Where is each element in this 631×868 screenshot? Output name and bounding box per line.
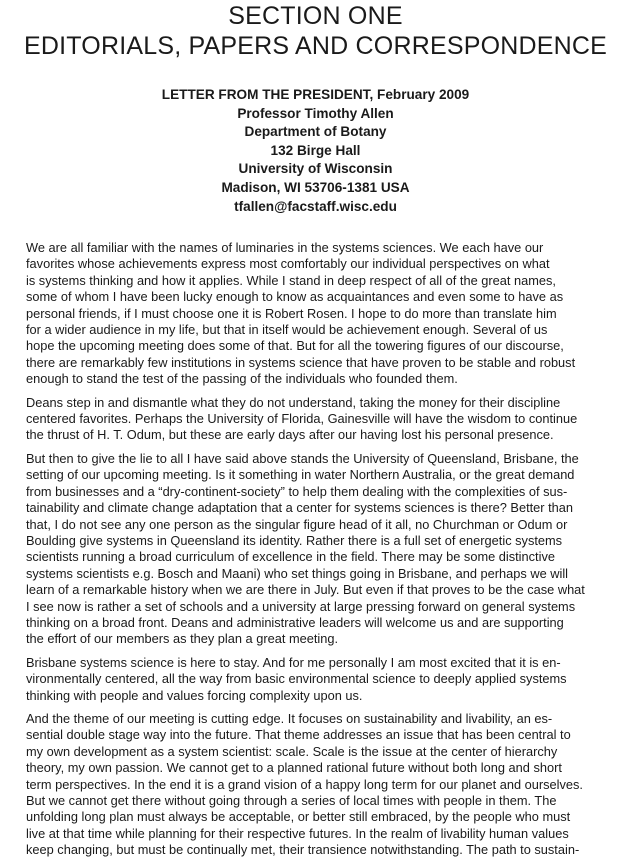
paragraph-line: thinking with people and values forcing complexity upon us. [26, 687, 363, 703]
paragraph [26, 395, 606, 444]
section-heading [0, 0, 631, 61]
author-email: tfallen@facstaff.wisc.edu [234, 198, 397, 214]
paragraph-line: enough to stand the test of the passing of the individuals who founded them. [26, 371, 458, 387]
paragraph [26, 655, 606, 704]
paragraph-line: favorites whose achievements express most comfortably our individual perspectives on what [26, 256, 550, 272]
paragraph-line: there are remarkably few institutions in systems science that have proven to be stable and robust [26, 354, 576, 370]
paragraph-line: learn of a remarkable history when we are there in July. But even if that proves to be the case what [26, 582, 585, 598]
paragraph-line: hope the upcoming meeting does some of that. But for all the towering figures of our discourse, [26, 338, 564, 354]
paragraph-line: Brisbane systems science is here to stay. And for me personally I am most excited that it is en- [26, 654, 561, 670]
paragraph-line: Boulding give systems in Queensland its identity. Rather there is a full set of energetic systems [26, 532, 563, 548]
paragraph [26, 711, 606, 859]
paragraph [26, 451, 606, 648]
paragraph-line: some of whom I have been lucky enough to know as acquaintances and even some to have as [26, 289, 564, 305]
paragraph-line: theory, my own passion. We cannot get to a planned rational future without both long and short [26, 760, 562, 776]
section-name: EDITORIALS, PAPERS AND CORRESPONDENCE [24, 32, 607, 60]
paragraph-line: centered favorites. Perhaps the University of Florida, Gainesville will have the wisdom to continue [26, 411, 578, 427]
paragraph-line: vironmentally centered, all the way from basic environmental science to deeply applied systems [26, 671, 567, 687]
paragraph-line: keep changing, but must be continually met, their transience notwithstanding. The path to sustain- [26, 842, 580, 858]
section-number: SECTION ONE [228, 2, 403, 30]
paragraph-line: is systems thinking and how it applies. While I stand in deep respect of all of the great names, [26, 272, 556, 288]
paragraph-line: personal friends, if I must choose one it is Robert Rosen. I hope to do more than translate him [26, 305, 557, 321]
author-university: University of Wisconsin [238, 161, 393, 177]
paragraph-line: live at that time while planning for their respective futures. In the realm of livability human values [26, 825, 569, 841]
letter-title: LETTER FROM THE PRESIDENT, February 2009 [161, 87, 470, 102]
paragraph-line: tainability and climate change adaptation that a center for systems sciences is there? Better than [26, 500, 574, 516]
paragraph-line: setting of our upcoming meeting. Is it something in water Northern Australia, or the great demand [26, 467, 575, 483]
paragraph-line: But we cannot get there without going through a series of local times with people in them. The [26, 793, 557, 808]
paragraph-line: unfolding long plan must always be acceptable, or better still embraced, by the people who must [26, 809, 571, 825]
paragraph-line: I see now is rather a set of schools and a university at large pressing forward on general systems [26, 598, 576, 614]
paragraph [26, 240, 606, 388]
paragraph-line: the effort of our members as they plan a great meeting. [26, 631, 339, 647]
paragraph-line: But then to give the lie to all I have said above stands the University of Queensland, Brisbane, the [26, 450, 579, 466]
paragraph-line: term perspectives. In the end it is a grand vision of a happy long term for our planet and ourselves. [26, 776, 583, 792]
paragraph-line: And the theme of our meeting is cutting edge. It focuses on sustainability and livability, an es- [26, 710, 553, 726]
paragraph-line: for a wider audience in my life, but that in itself would be achievement enough. Several of us [26, 322, 548, 338]
author-city: Madison, WI 53706-1381 USA [221, 179, 410, 195]
author-building: 132 Birge Hall [270, 142, 361, 158]
letter-header [0, 86, 631, 216]
paragraph-line: systems scientists e.g. Bosch and Maani) who set things going in Brisbane, and perhaps we will [26, 565, 569, 581]
paragraph-line: that, I do not see any one person as the singular figure head of it all, no Churchman or Odum or [26, 516, 568, 532]
paragraph-line: from businesses and a “dry-continent-society” to help them dealing with the complexities of sus- [26, 483, 568, 499]
paragraph-line: scientists running a broad curriculum of excellence in the field. There may be some distinctive [26, 549, 555, 565]
author-name: Professor Timothy Allen [237, 105, 394, 121]
paragraph-line: sential double stage way into the future. That theme addresses an issue that has been central to [26, 727, 571, 743]
paragraph-line: the thrust of H. T. Odum, but these are early days after our having lost his personal presence. [26, 427, 554, 443]
paragraph-line: We are all familiar with the names of luminaries in the systems sciences. We each have our [26, 240, 544, 255]
paragraph-line: thinking on a broad front. Deans and administrative leaders will welcome us and are supporting [26, 614, 564, 630]
author-department: Department of Botany [244, 124, 387, 140]
paragraph-line: my own development as a system scientist: scale. Scale is the issue at the center of hierarchy [26, 743, 558, 759]
letter-body [26, 240, 606, 866]
paragraph-line: Deans step in and dismantle what they do not understand, taking the money for their discipline [26, 394, 561, 410]
